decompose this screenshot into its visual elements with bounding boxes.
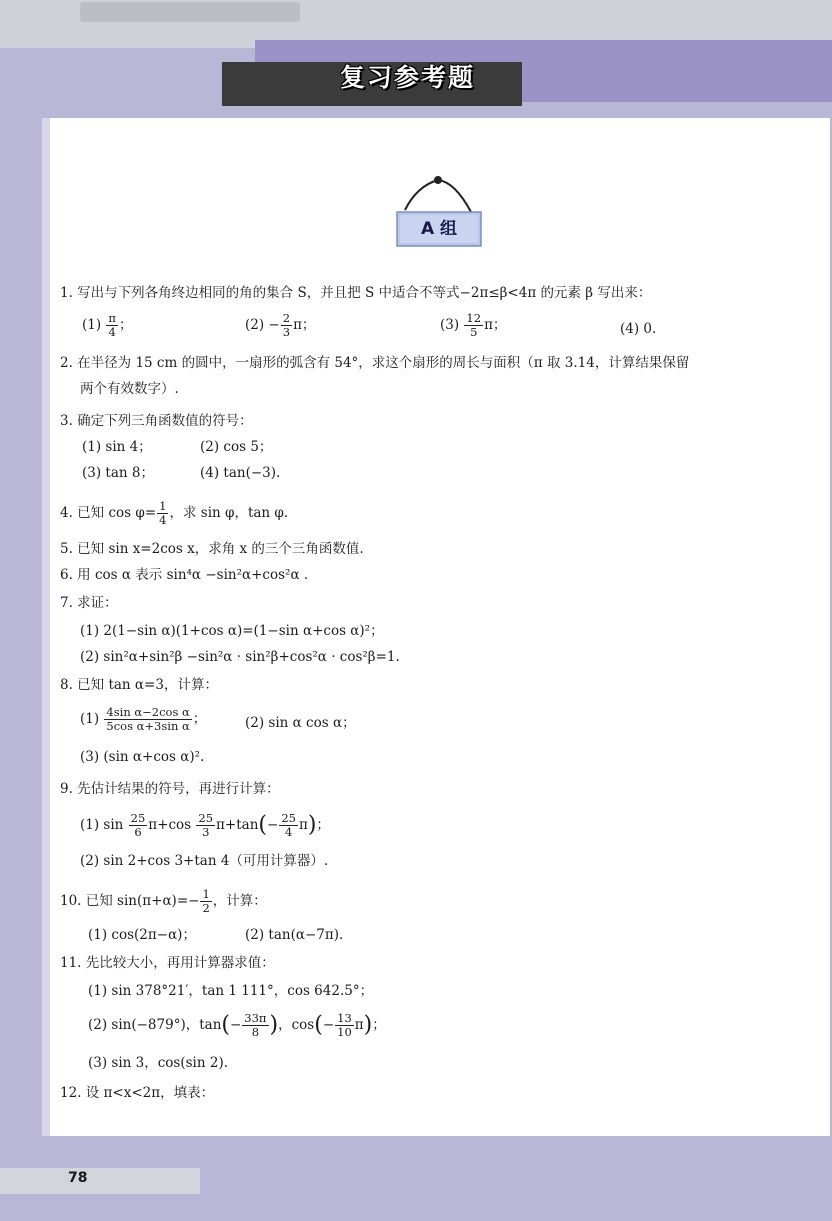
question-3-part-1: (1) sin 4； [82,439,152,455]
question-9-text: 9. 先估计结果的符号，再进行计算： [60,781,280,797]
question-5: 5. 已知 sin x=2cos x，求角 x 的三个三角函数值. [60,541,364,557]
question-1-part-4: (4) 0. [620,321,657,337]
question-1-text: 1. 写出与下列各角终边相同的角的集合 S，并且把 S 中适合不等式−2π≤β<4π 的元素 β 写出来： [60,285,652,301]
question-4: 4. 已知 cos φ= $\frac{1}{4}$ ，求 sin φ，tan φ. [60,499,289,527]
question-9-part-2: (2) sin 2+cos 3+tan 4（可用计算器）. [80,853,329,869]
question-7-part-1: (1) 2(1−sin α)(1+cos α)=(1−sin α+cos α)²； [80,623,384,639]
question-9-part-1: (1) sin $\frac{25}{6}$ π+cos $\frac{25}{3}$ π+tan(− $\frac{25}{4}$ π)； [80,811,330,839]
question-8-part-2: (2) sin α cos α； [245,715,356,731]
question-2-line-1: 2. 在半径为 15 cm 的圆中，一扇形的弧含有 54°，求这个扇形的周长与面积（π 取 3.14，计算结果保留 [60,355,690,371]
question-3-part-4: (4) tan(−3). [200,465,281,481]
question-3-part-2: (2) cos 5； [200,439,273,455]
question-8-part-3: (3) (sin α+cos α)². [80,749,205,765]
page-number: 78 [68,1170,88,1186]
question-7-text: 7. 求证： [60,595,118,611]
question-12: 12. 设 π<x<2π，填表： [60,1085,215,1101]
question-1-part-3: (3) $\frac{12}{5}$ π； [440,311,507,339]
question-3-part-3: (3) tan 8； [82,465,154,481]
question-10-part-2: (2) tan(α−7π). [245,927,344,943]
question-11-part-2: (2) sin(−879°)，tan(− $\frac{33\pi}{8}$ )，cos(− $\frac{13}{10}$ π)； [88,1011,386,1039]
question-6: 6. 用 cos α 表示 sin⁴α −sin²α+cos²α . [60,567,309,583]
question-1-part-2: (2) − $\frac{2}{3}$ π； [245,311,316,339]
question-2-line-2: 两个有效数字）. [80,381,179,397]
question-11-part-1: (1) sin 378°21′，tan 1 111°，cos 642.5°； [88,983,374,999]
question-10-part-1: (1) cos(2π−α)； [88,927,196,943]
question-1-part-1: (1) $\frac{\pi}{4}$ ； [82,311,133,339]
section-title: 复习参考题 [340,63,476,92]
group-label: A 组 [420,219,458,239]
question-8-part-1: (1) $\frac{\text{4sin α−2cos α}}{\text{5cos α+3sin α}}$ ； [80,705,207,733]
question-10: 10. 已知 sin(π+α)=− $\frac{1}{2}$ ，计算： [60,887,267,915]
question-11-text: 11. 先比较大小，再用计算器求值： [60,955,275,971]
question-7-part-2: (2) sin²α+sin²β −sin²α · sin²β+cos²α · cos²β=1. [80,649,400,665]
question-3-text: 3. 确定下列三角函数值的符号： [60,413,253,429]
question-8-text: 8. 已知 tan α=3，计算： [60,677,218,693]
question-11-part-3: (3) sin 3，cos(sin 2). [88,1055,228,1071]
faint-chapter-tab [80,2,300,22]
